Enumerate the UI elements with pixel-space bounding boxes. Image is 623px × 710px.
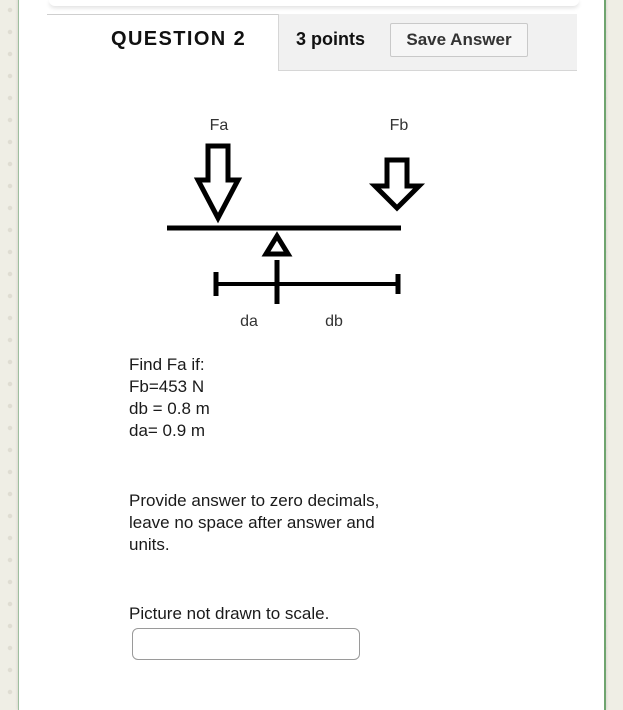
force-a-arrow-icon — [198, 146, 238, 218]
question-title: QUESTION 2 — [111, 28, 247, 50]
scale-note: Picture not drawn to scale. — [129, 604, 330, 623]
top-edge-shadow — [49, 0, 579, 6]
problem-line: db = 0.8 m — [129, 399, 210, 418]
force-b-arrow-icon — [375, 160, 419, 208]
problem-line: Fb=453 N — [129, 377, 205, 396]
save-answer-button[interactable]: Save Answer — [390, 23, 528, 57]
top-divider — [47, 14, 295, 15]
force-b-label: Fb — [389, 117, 409, 134]
question-panel — [18, 0, 606, 710]
instruction-line: Provide answer to zero decimals, — [129, 491, 380, 510]
instruction-line: units. — [129, 535, 170, 554]
instruction-line: leave no space after answer and — [129, 513, 375, 532]
problem-statement — [129, 354, 210, 442]
answer-instructions — [129, 490, 379, 556]
force-a-label: Fa — [209, 117, 229, 134]
problem-line: Find Fa if: — [129, 355, 205, 374]
distance-b-label: db — [325, 313, 343, 330]
answer-input[interactable] — [132, 628, 360, 660]
distance-a-label: da — [240, 313, 258, 330]
problem-line: da= 0.9 m — [129, 421, 206, 440]
lever-diagram — [149, 108, 459, 333]
fulcrum-icon — [266, 236, 288, 254]
points-bar — [278, 14, 577, 71]
points-label: 3 points — [296, 29, 366, 49]
